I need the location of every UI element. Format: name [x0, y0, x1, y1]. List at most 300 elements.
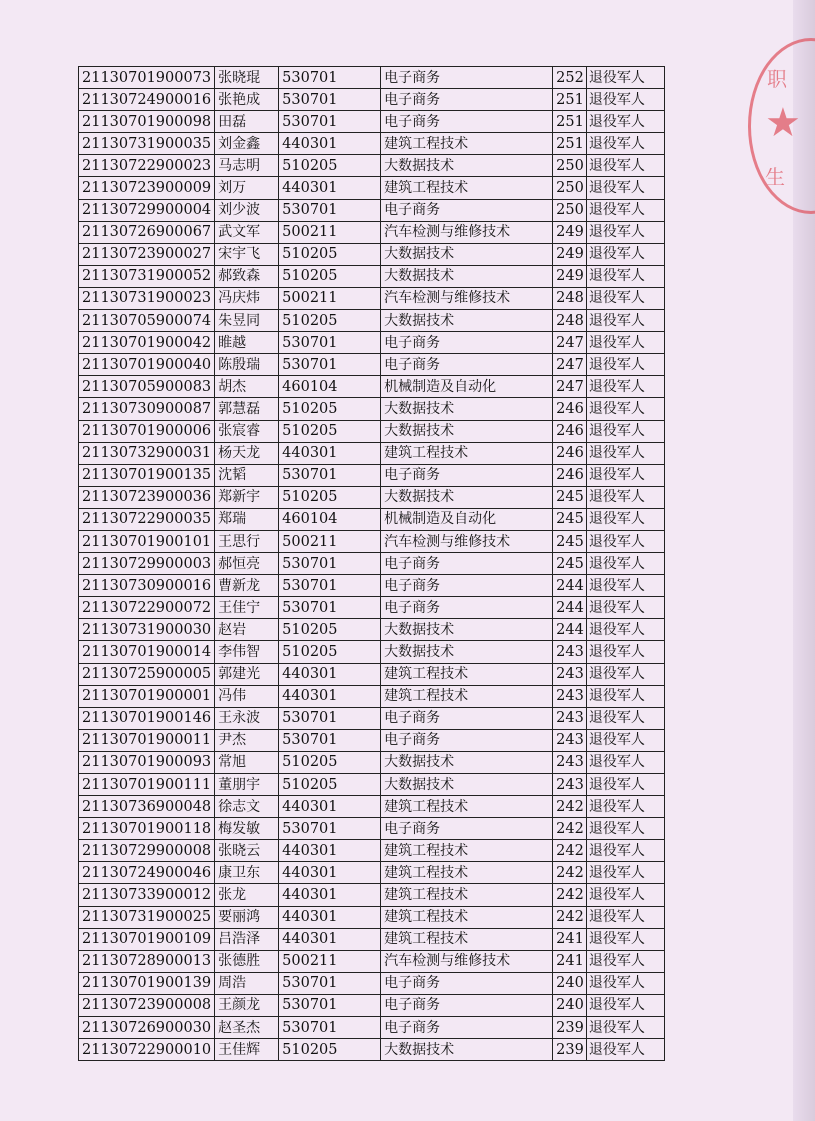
- major-name-cell: 建筑工程技术: [381, 796, 553, 818]
- score-cell: 241: [553, 950, 587, 972]
- category-cell: 退役军人: [586, 663, 664, 685]
- exam-number-cell: 21130723900027: [79, 243, 215, 265]
- major-name-cell: 建筑工程技术: [381, 906, 553, 928]
- score-cell: 241: [553, 928, 587, 950]
- student-name-cell: 张艳成: [215, 89, 279, 111]
- table-row: [79, 641, 665, 663]
- score-cell: 251: [553, 89, 587, 111]
- major-name-cell: 大数据技术: [381, 310, 553, 332]
- category-cell: 退役军人: [586, 111, 664, 133]
- major-code-cell: 510205: [279, 310, 381, 332]
- category-cell: 退役军人: [586, 840, 664, 862]
- major-code-cell: 440301: [279, 442, 381, 464]
- score-cell: 242: [553, 884, 587, 906]
- table-row: [79, 442, 665, 464]
- exam-number-cell: 21130726900067: [79, 221, 215, 243]
- score-cell: 249: [553, 265, 587, 287]
- table-row: [79, 420, 665, 442]
- exam-number-cell: 21130701900001: [79, 685, 215, 707]
- major-code-cell: 510205: [279, 751, 381, 773]
- student-name-cell: 尹杰: [215, 729, 279, 751]
- table-row: [79, 265, 665, 287]
- major-name-cell: 电子商务: [381, 972, 553, 994]
- table-row: [79, 751, 665, 773]
- category-cell: 退役军人: [586, 89, 664, 111]
- major-code-cell: 530701: [279, 729, 381, 751]
- table-row: [79, 906, 665, 928]
- table-row: [79, 774, 665, 796]
- student-name-cell: 常旭: [215, 751, 279, 773]
- table-row: [79, 530, 665, 552]
- category-cell: 退役军人: [586, 619, 664, 641]
- exam-number-cell: 21130701900093: [79, 751, 215, 773]
- table-row: [79, 840, 665, 862]
- table-row: [79, 464, 665, 486]
- student-name-cell: 郝恒亮: [215, 553, 279, 575]
- category-cell: 退役军人: [586, 155, 664, 177]
- major-code-cell: 510205: [279, 155, 381, 177]
- major-name-cell: 电子商务: [381, 464, 553, 486]
- score-cell: 247: [553, 354, 587, 376]
- exam-number-cell: 21130736900048: [79, 796, 215, 818]
- major-name-cell: 建筑工程技术: [381, 663, 553, 685]
- category-cell: 退役军人: [586, 221, 664, 243]
- student-name-cell: 杨天龙: [215, 442, 279, 464]
- student-name-cell: 陈殷瑞: [215, 354, 279, 376]
- major-name-cell: 机械制造及自动化: [381, 508, 553, 530]
- major-name-cell: 大数据技术: [381, 155, 553, 177]
- major-name-cell: 建筑工程技术: [381, 133, 553, 155]
- category-cell: 退役军人: [586, 133, 664, 155]
- major-code-cell: 510205: [279, 265, 381, 287]
- major-code-cell: 510205: [279, 774, 381, 796]
- major-code-cell: 510205: [279, 1039, 381, 1061]
- score-cell: 243: [553, 729, 587, 751]
- score-cell: 246: [553, 398, 587, 420]
- student-name-cell: 郑瑞: [215, 508, 279, 530]
- table-row: [79, 398, 665, 420]
- major-name-cell: 机械制造及自动化: [381, 376, 553, 398]
- exam-number-cell: 21130701900101: [79, 530, 215, 552]
- category-cell: 退役军人: [586, 464, 664, 486]
- category-cell: 退役军人: [586, 199, 664, 221]
- score-cell: 246: [553, 442, 587, 464]
- major-code-cell: 530701: [279, 575, 381, 597]
- exam-number-cell: 21130723900036: [79, 486, 215, 508]
- score-cell: 242: [553, 840, 587, 862]
- exam-number-cell: 21130723900008: [79, 994, 215, 1016]
- category-cell: 退役军人: [586, 751, 664, 773]
- major-name-cell: 电子商务: [381, 553, 553, 575]
- score-cell: 252: [553, 67, 587, 89]
- student-name-cell: 张晓琨: [215, 67, 279, 89]
- score-cell: 248: [553, 287, 587, 309]
- category-cell: 退役军人: [586, 310, 664, 332]
- exam-number-cell: 21130730900087: [79, 398, 215, 420]
- student-name-cell: 张龙: [215, 884, 279, 906]
- exam-number-cell: 21130731900025: [79, 906, 215, 928]
- exam-number-cell: 21130731900030: [79, 619, 215, 641]
- major-name-cell: 电子商务: [381, 729, 553, 751]
- major-code-cell: 530701: [279, 354, 381, 376]
- table-row: [79, 111, 665, 133]
- major-code-cell: 530701: [279, 199, 381, 221]
- score-cell: 249: [553, 221, 587, 243]
- major-code-cell: 530701: [279, 89, 381, 111]
- category-cell: 退役军人: [586, 597, 664, 619]
- student-name-cell: 王颜龙: [215, 994, 279, 1016]
- score-cell: 244: [553, 619, 587, 641]
- table-row: [79, 619, 665, 641]
- major-name-cell: 建筑工程技术: [381, 685, 553, 707]
- table-row: [79, 133, 665, 155]
- exam-number-cell: 21130731900035: [79, 133, 215, 155]
- table-row: [79, 310, 665, 332]
- major-code-cell: 530701: [279, 972, 381, 994]
- exam-number-cell: 21130701900011: [79, 729, 215, 751]
- table-row: [79, 597, 665, 619]
- category-cell: 退役军人: [586, 972, 664, 994]
- score-cell: 242: [553, 906, 587, 928]
- major-name-cell: 大数据技术: [381, 486, 553, 508]
- score-cell: 248: [553, 310, 587, 332]
- major-code-cell: 440301: [279, 177, 381, 199]
- category-cell: 退役军人: [586, 707, 664, 729]
- score-cell: 247: [553, 376, 587, 398]
- student-name-cell: 武文军: [215, 221, 279, 243]
- score-cell: 244: [553, 597, 587, 619]
- category-cell: 退役军人: [586, 332, 664, 354]
- student-name-cell: 郝致森: [215, 265, 279, 287]
- major-name-cell: 电子商务: [381, 332, 553, 354]
- seal-text-top: 职: [767, 67, 787, 91]
- category-cell: 退役军人: [586, 398, 664, 420]
- student-name-cell: 冯伟: [215, 685, 279, 707]
- exam-number-cell: 21130726900030: [79, 1017, 215, 1039]
- major-code-cell: 500211: [279, 287, 381, 309]
- category-cell: 退役军人: [586, 884, 664, 906]
- major-name-cell: 汽车检测与维修技术: [381, 287, 553, 309]
- score-cell: 250: [553, 199, 587, 221]
- table-row: [79, 221, 665, 243]
- category-cell: 退役军人: [586, 265, 664, 287]
- major-name-cell: 大数据技术: [381, 641, 553, 663]
- category-cell: 退役军人: [586, 928, 664, 950]
- table-row: [79, 994, 665, 1016]
- exam-number-cell: 21130705900083: [79, 376, 215, 398]
- major-name-cell: 大数据技术: [381, 398, 553, 420]
- exam-number-cell: 21130701900146: [79, 707, 215, 729]
- student-name-cell: 王永波: [215, 707, 279, 729]
- major-code-cell: 530701: [279, 707, 381, 729]
- exam-number-cell: 21130722900072: [79, 597, 215, 619]
- exam-number-cell: 21130701900073: [79, 67, 215, 89]
- student-name-cell: 睢越: [215, 332, 279, 354]
- table-row: [79, 354, 665, 376]
- category-cell: 退役军人: [586, 1039, 664, 1061]
- major-name-cell: 建筑工程技术: [381, 862, 553, 884]
- exam-number-cell: 21130705900074: [79, 310, 215, 332]
- student-name-cell: 徐志文: [215, 796, 279, 818]
- major-code-cell: 440301: [279, 796, 381, 818]
- category-cell: 退役军人: [586, 486, 664, 508]
- exam-number-cell: 21130701900014: [79, 641, 215, 663]
- major-code-cell: 440301: [279, 133, 381, 155]
- student-name-cell: 王佳宁: [215, 597, 279, 619]
- major-code-cell: 530701: [279, 1017, 381, 1039]
- major-name-cell: 大数据技术: [381, 265, 553, 287]
- category-cell: 退役军人: [586, 994, 664, 1016]
- exam-number-cell: 21130701900098: [79, 111, 215, 133]
- category-cell: 退役军人: [586, 575, 664, 597]
- exam-number-cell: 21130724900016: [79, 89, 215, 111]
- score-cell: 243: [553, 685, 587, 707]
- table-row: [79, 663, 665, 685]
- major-code-cell: 440301: [279, 663, 381, 685]
- student-name-cell: 赵圣杰: [215, 1017, 279, 1039]
- exam-number-cell: 21130724900046: [79, 862, 215, 884]
- table-row: [79, 950, 665, 972]
- table-row: [79, 818, 665, 840]
- category-cell: 退役军人: [586, 177, 664, 199]
- student-name-cell: 张宸睿: [215, 420, 279, 442]
- category-cell: 退役军人: [586, 67, 664, 89]
- exam-number-cell: 21130701900139: [79, 972, 215, 994]
- table-row: [79, 67, 665, 89]
- category-cell: 退役军人: [586, 420, 664, 442]
- table-row: [79, 243, 665, 265]
- score-cell: 242: [553, 818, 587, 840]
- exam-number-cell: 21130722900010: [79, 1039, 215, 1061]
- major-name-cell: 大数据技术: [381, 420, 553, 442]
- table-row: [79, 884, 665, 906]
- major-name-cell: 建筑工程技术: [381, 884, 553, 906]
- category-cell: 退役军人: [586, 354, 664, 376]
- student-name-cell: 宋宇飞: [215, 243, 279, 265]
- exam-number-cell: 21130701900111: [79, 774, 215, 796]
- student-name-cell: 李伟智: [215, 641, 279, 663]
- score-cell: 243: [553, 774, 587, 796]
- exam-number-cell: 21130730900016: [79, 575, 215, 597]
- major-name-cell: 大数据技术: [381, 1039, 553, 1061]
- exam-number-cell: 21130722900035: [79, 508, 215, 530]
- score-cell: 245: [553, 553, 587, 575]
- student-name-cell: 梅发敏: [215, 818, 279, 840]
- table-row: [79, 707, 665, 729]
- exam-number-cell: 21130701900109: [79, 928, 215, 950]
- table-row: [79, 376, 665, 398]
- major-name-cell: 汽车检测与维修技术: [381, 221, 553, 243]
- table-row: [79, 796, 665, 818]
- major-name-cell: 电子商务: [381, 89, 553, 111]
- score-cell: 240: [553, 994, 587, 1016]
- exam-number-cell: 21130732900031: [79, 442, 215, 464]
- major-name-cell: 电子商务: [381, 597, 553, 619]
- star-icon: ★: [765, 100, 801, 146]
- score-cell: 245: [553, 486, 587, 508]
- exam-number-cell: 21130729900008: [79, 840, 215, 862]
- score-cell: 246: [553, 464, 587, 486]
- major-name-cell: 电子商务: [381, 67, 553, 89]
- major-code-cell: 530701: [279, 818, 381, 840]
- major-code-cell: 500211: [279, 530, 381, 552]
- admission-list-table: [78, 66, 665, 1061]
- major-name-cell: 电子商务: [381, 994, 553, 1016]
- exam-number-cell: 21130701900118: [79, 818, 215, 840]
- category-cell: 退役军人: [586, 508, 664, 530]
- major-name-cell: 大数据技术: [381, 751, 553, 773]
- table-row: [79, 928, 665, 950]
- student-name-cell: 刘金鑫: [215, 133, 279, 155]
- official-seal-stamp: [748, 38, 815, 214]
- major-code-cell: 510205: [279, 420, 381, 442]
- student-name-cell: 郭建光: [215, 663, 279, 685]
- score-cell: 242: [553, 796, 587, 818]
- category-cell: 退役军人: [586, 796, 664, 818]
- exam-number-cell: 21130733900012: [79, 884, 215, 906]
- table-row: [79, 553, 665, 575]
- category-cell: 退役军人: [586, 950, 664, 972]
- major-name-cell: 电子商务: [381, 1017, 553, 1039]
- score-cell: 243: [553, 751, 587, 773]
- category-cell: 退役军人: [586, 906, 664, 928]
- major-name-cell: 大数据技术: [381, 619, 553, 641]
- major-name-cell: 汽车检测与维修技术: [381, 950, 553, 972]
- score-cell: 240: [553, 972, 587, 994]
- major-code-cell: 510205: [279, 398, 381, 420]
- score-cell: 239: [553, 1039, 587, 1061]
- score-cell: 243: [553, 641, 587, 663]
- exam-number-cell: 21130701900042: [79, 332, 215, 354]
- major-code-cell: 530701: [279, 994, 381, 1016]
- score-cell: 250: [553, 155, 587, 177]
- major-code-cell: 440301: [279, 862, 381, 884]
- student-name-cell: 康卫东: [215, 862, 279, 884]
- score-cell: 251: [553, 111, 587, 133]
- category-cell: 退役军人: [586, 729, 664, 751]
- major-code-cell: 510205: [279, 619, 381, 641]
- major-name-cell: 汽车检测与维修技术: [381, 530, 553, 552]
- category-cell: 退役军人: [586, 442, 664, 464]
- major-code-cell: 500211: [279, 221, 381, 243]
- table-row: [79, 575, 665, 597]
- table-row: [79, 155, 665, 177]
- major-code-cell: 440301: [279, 685, 381, 707]
- category-cell: 退役军人: [586, 685, 664, 707]
- student-name-cell: 张德胜: [215, 950, 279, 972]
- score-cell: 244: [553, 575, 587, 597]
- table-row: [79, 862, 665, 884]
- score-cell: 246: [553, 420, 587, 442]
- score-cell: 250: [553, 177, 587, 199]
- table-row: [79, 332, 665, 354]
- major-name-cell: 大数据技术: [381, 774, 553, 796]
- major-code-cell: 530701: [279, 111, 381, 133]
- major-name-cell: 电子商务: [381, 111, 553, 133]
- exam-number-cell: 21130722900023: [79, 155, 215, 177]
- major-name-cell: 电子商务: [381, 707, 553, 729]
- student-name-cell: 要丽鸿: [215, 906, 279, 928]
- student-name-cell: 郑新宇: [215, 486, 279, 508]
- table-body: [79, 67, 665, 1061]
- student-name-cell: 郭慧磊: [215, 398, 279, 420]
- exam-number-cell: 21130701900135: [79, 464, 215, 486]
- major-code-cell: 440301: [279, 928, 381, 950]
- table-row: [79, 508, 665, 530]
- category-cell: 退役军人: [586, 862, 664, 884]
- student-name-cell: 刘万: [215, 177, 279, 199]
- table-row: [79, 729, 665, 751]
- exam-number-cell: 21130701900040: [79, 354, 215, 376]
- major-code-cell: 530701: [279, 464, 381, 486]
- student-name-cell: 冯庆炜: [215, 287, 279, 309]
- score-cell: 245: [553, 530, 587, 552]
- category-cell: 退役军人: [586, 287, 664, 309]
- major-name-cell: 建筑工程技术: [381, 928, 553, 950]
- category-cell: 退役军人: [586, 530, 664, 552]
- exam-number-cell: 21130731900052: [79, 265, 215, 287]
- major-name-cell: 建筑工程技术: [381, 442, 553, 464]
- student-name-cell: 田磊: [215, 111, 279, 133]
- category-cell: 退役军人: [586, 553, 664, 575]
- major-code-cell: 510205: [279, 486, 381, 508]
- table-row: [79, 199, 665, 221]
- student-name-cell: 张晓云: [215, 840, 279, 862]
- major-code-cell: 440301: [279, 884, 381, 906]
- exam-number-cell: 21130729900003: [79, 553, 215, 575]
- student-name-cell: 周浩: [215, 972, 279, 994]
- score-cell: 251: [553, 133, 587, 155]
- student-name-cell: 曹新龙: [215, 575, 279, 597]
- score-cell: 247: [553, 332, 587, 354]
- score-cell: 242: [553, 862, 587, 884]
- category-cell: 退役军人: [586, 774, 664, 796]
- major-name-cell: 电子商务: [381, 575, 553, 597]
- student-name-cell: 胡杰: [215, 376, 279, 398]
- exam-number-cell: 21130701900006: [79, 420, 215, 442]
- exam-number-cell: 21130723900009: [79, 177, 215, 199]
- student-name-cell: 刘少波: [215, 199, 279, 221]
- exam-number-cell: 21130731900023: [79, 287, 215, 309]
- table-row: [79, 1039, 665, 1061]
- student-name-cell: 王思行: [215, 530, 279, 552]
- major-code-cell: 500211: [279, 950, 381, 972]
- table-row: [79, 685, 665, 707]
- major-name-cell: 大数据技术: [381, 243, 553, 265]
- major-name-cell: 电子商务: [381, 354, 553, 376]
- score-cell: 243: [553, 707, 587, 729]
- table-row: [79, 177, 665, 199]
- major-code-cell: 530701: [279, 553, 381, 575]
- major-name-cell: 建筑工程技术: [381, 840, 553, 862]
- student-name-cell: 董朋宇: [215, 774, 279, 796]
- exam-number-cell: 21130725900005: [79, 663, 215, 685]
- table-row: [79, 486, 665, 508]
- exam-number-cell: 21130729900004: [79, 199, 215, 221]
- major-code-cell: 440301: [279, 840, 381, 862]
- major-name-cell: 电子商务: [381, 818, 553, 840]
- score-cell: 245: [553, 508, 587, 530]
- major-code-cell: 440301: [279, 906, 381, 928]
- category-cell: 退役军人: [586, 1017, 664, 1039]
- major-code-cell: 530701: [279, 597, 381, 619]
- major-code-cell: 530701: [279, 67, 381, 89]
- major-name-cell: 建筑工程技术: [381, 177, 553, 199]
- major-code-cell: 510205: [279, 243, 381, 265]
- table-row: [79, 287, 665, 309]
- seal-text-bottom: 生: [765, 165, 785, 189]
- major-code-cell: 530701: [279, 332, 381, 354]
